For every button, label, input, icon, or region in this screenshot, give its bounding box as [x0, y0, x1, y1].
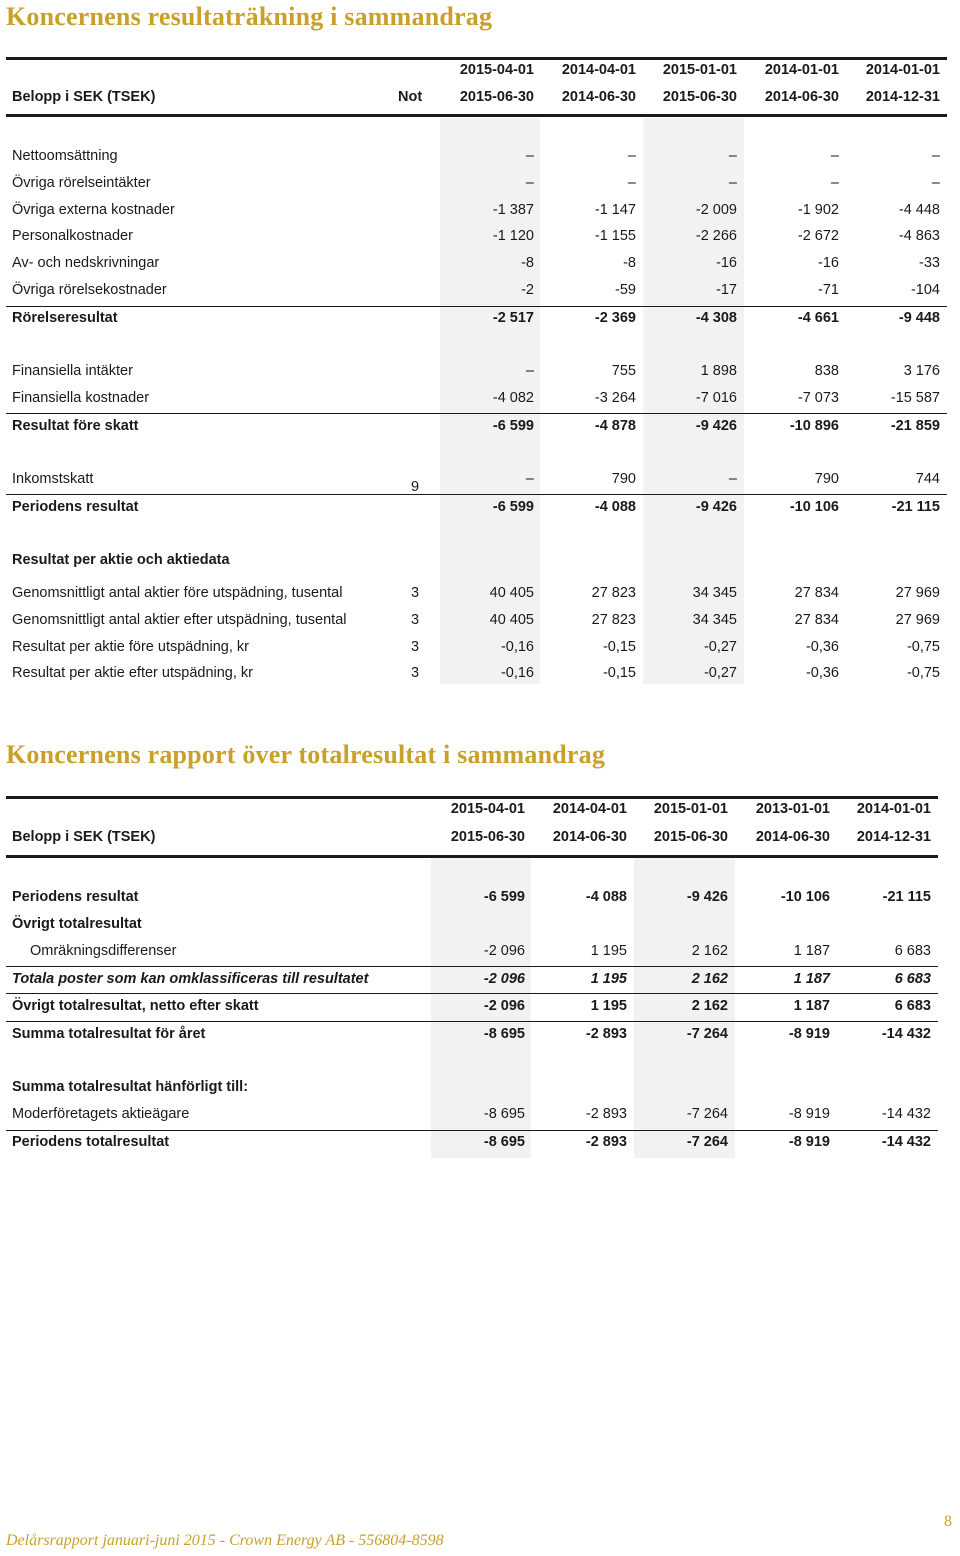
cell-value: -2 672 — [797, 228, 839, 244]
table-row — [0, 938, 960, 965]
cell-value: – — [525, 363, 534, 379]
cell-value: 838 — [814, 363, 839, 379]
cell-value: -21 859 — [890, 418, 940, 434]
row-label: Nettoomsättning — [12, 148, 118, 164]
cell-value: -0,36 — [805, 639, 839, 655]
row-label: Personalkostnader — [12, 228, 133, 244]
cell-value: 1 195 — [590, 971, 627, 987]
table-row — [0, 1101, 960, 1128]
cell-value: – — [525, 175, 534, 191]
cell-value: -17 — [716, 282, 737, 298]
cell-value: -1 120 — [492, 228, 534, 244]
section-subheading — [0, 1074, 960, 1101]
cell-value: – — [525, 471, 534, 487]
row-label: Omräkningsdifferenser — [30, 943, 177, 959]
table-row — [0, 223, 960, 250]
cell-value: -4 878 — [594, 418, 636, 434]
table-row — [0, 634, 960, 661]
comprehensive-income-title: Koncernens rapport över totalresultat i sammandrag — [6, 740, 606, 769]
period-to: 2015-06-30 — [450, 829, 525, 845]
cell-value: 3 176 — [903, 363, 940, 379]
cell-value: 2 162 — [691, 943, 728, 959]
cell-value: -104 — [910, 282, 940, 298]
cell-value: -0,16 — [500, 639, 534, 655]
header-bottom-rule — [6, 114, 947, 117]
cell-value: 27 834 — [794, 585, 839, 601]
cell-value: -16 — [716, 255, 737, 271]
cell-value: -2 893 — [585, 1134, 627, 1150]
cell-value: -4 863 — [898, 228, 940, 244]
table-row — [0, 966, 960, 993]
cell-value: 6 683 — [894, 971, 931, 987]
cell-value: -8 — [521, 255, 534, 271]
row-label: Summa totalresultat hänförligt till: — [12, 1079, 249, 1095]
table-row — [0, 358, 960, 385]
cell-value: -9 448 — [898, 310, 940, 326]
cell-value: -2 266 — [695, 228, 737, 244]
cell-value: -4 088 — [585, 889, 627, 905]
cell-value: -59 — [615, 282, 636, 298]
cell-value: -7 264 — [686, 1106, 728, 1122]
cell-value: 1 187 — [793, 998, 830, 1014]
table-row — [0, 494, 960, 521]
note-column-header: Not — [398, 89, 423, 105]
period-to: 2014-06-30 — [764, 89, 839, 105]
cell-value: -2 096 — [483, 998, 525, 1014]
cell-value: – — [931, 175, 940, 191]
table-row — [0, 993, 960, 1020]
row-label: Resultat per aktie och aktiedata — [12, 552, 230, 568]
table-row — [0, 305, 960, 332]
row-label: Övriga externa kostnader — [12, 202, 175, 218]
row-label: Övriga rörelseintäkter — [12, 175, 151, 191]
cell-value: 34 345 — [692, 585, 737, 601]
cell-value: -2 009 — [695, 202, 737, 218]
section-subheading — [0, 911, 960, 938]
cell-value: 40 405 — [489, 612, 534, 628]
cell-value: – — [728, 148, 737, 164]
row-label: Periodens totalresultat — [12, 1134, 170, 1150]
cell-value: -1 902 — [797, 202, 839, 218]
cell-value: -0,27 — [703, 665, 737, 681]
cell-value: – — [728, 471, 737, 487]
cell-value: -4 082 — [492, 390, 534, 406]
cell-value: -7 073 — [797, 390, 839, 406]
cell-value: 27 969 — [895, 585, 940, 601]
row-label: Genomsnittligt antal aktier efter utspädning, tusental — [12, 612, 347, 628]
cell-value: -8 919 — [788, 1106, 830, 1122]
cell-value: 790 — [611, 471, 636, 487]
income-statement-title: Koncernens resultaträkning i sammandrag — [6, 2, 493, 31]
cell-value: -7 264 — [686, 1026, 728, 1042]
cell-value: -2 096 — [483, 971, 525, 987]
cell-value: 1 195 — [590, 998, 627, 1014]
page-number: 8 — [944, 1513, 952, 1530]
cell-value: -4 308 — [695, 310, 737, 326]
cell-value: -0,27 — [703, 639, 737, 655]
cell-value: – — [627, 148, 636, 164]
cell-value: 744 — [915, 471, 940, 487]
row-label: Övrigt totalresultat, netto efter skatt — [12, 998, 259, 1014]
period-from: 2015-04-01 — [450, 801, 525, 817]
cell-value: -7 264 — [686, 1134, 728, 1150]
table-row — [0, 884, 960, 911]
row-label: Inkomstskatt — [12, 471, 94, 487]
cell-value: -3 264 — [594, 390, 636, 406]
cell-value: -9 426 — [695, 499, 737, 515]
note-reference: 3 — [410, 612, 420, 628]
table-row — [0, 385, 960, 412]
cell-value: -2 — [521, 282, 534, 298]
note-reference: 9 — [410, 479, 420, 495]
table-row — [0, 250, 960, 277]
cell-value: -4 661 — [797, 310, 839, 326]
cell-value: -1 155 — [594, 228, 636, 244]
cell-value: -8 695 — [483, 1026, 525, 1042]
cell-value: -0,75 — [906, 639, 940, 655]
cell-value: -8 695 — [483, 1134, 525, 1150]
cell-value: -10 106 — [789, 499, 839, 515]
cell-value: -9 426 — [695, 418, 737, 434]
document-footer: Delårsrapport januari-juni 2015 - Crown Energy AB - 556804-8598 — [6, 1532, 444, 1549]
period-from: 2014-01-01 — [764, 62, 839, 78]
row-label: Rörelseresultat — [12, 310, 118, 326]
cell-value: 27 969 — [895, 612, 940, 628]
cell-value: -0,15 — [602, 665, 636, 681]
cell-value: -0,15 — [602, 639, 636, 655]
cell-value: -16 — [818, 255, 839, 271]
period-from: 2014-01-01 — [856, 801, 931, 817]
period-to: 2014-06-30 — [552, 829, 627, 845]
row-label: Resultat per aktie efter utspädning, kr — [12, 665, 253, 681]
cell-value: -4 088 — [594, 499, 636, 515]
cell-value: -0,36 — [805, 665, 839, 681]
row-label: Finansiella intäkter — [12, 363, 133, 379]
table-row — [0, 660, 960, 687]
cell-value: -2 893 — [585, 1026, 627, 1042]
cell-value: 1 898 — [700, 363, 737, 379]
cell-value: -8 695 — [483, 1106, 525, 1122]
table-row — [0, 580, 960, 607]
cell-value: -33 — [919, 255, 940, 271]
period-from: 2013-01-01 — [755, 801, 830, 817]
table-row — [0, 607, 960, 634]
period-to: 2015-06-30 — [653, 829, 728, 845]
period-to: 2014-06-30 — [561, 89, 636, 105]
cell-value: -6 599 — [492, 499, 534, 515]
cell-value: -8 919 — [788, 1134, 830, 1150]
cell-value: -14 432 — [881, 1106, 931, 1122]
section-subheading — [0, 547, 960, 574]
cell-value: -14 432 — [881, 1026, 931, 1042]
cell-value: 755 — [611, 363, 636, 379]
period-to: 2014-12-31 — [856, 829, 931, 845]
cell-value: – — [728, 175, 737, 191]
cell-value: – — [830, 148, 839, 164]
cell-value: 6 683 — [894, 943, 931, 959]
cell-value: -14 432 — [881, 1134, 931, 1150]
row-label: Övrigt totalresultat — [12, 916, 142, 932]
table-row — [0, 197, 960, 224]
table-row — [0, 466, 960, 493]
cell-value: – — [830, 175, 839, 191]
row-label: Periodens resultat — [12, 499, 139, 515]
cell-value: -2 517 — [492, 310, 534, 326]
period-from: 2015-01-01 — [662, 62, 737, 78]
row-label: Moderföretagets aktieägare — [12, 1106, 190, 1122]
cell-value: -0,16 — [500, 665, 534, 681]
cell-value: -71 — [818, 282, 839, 298]
row-label: Övriga rörelsekostnader — [12, 282, 167, 298]
table-row — [0, 413, 960, 440]
table-row — [0, 1129, 960, 1156]
cell-value: 1 195 — [590, 943, 627, 959]
cell-value: 27 834 — [794, 612, 839, 628]
cell-value: 40 405 — [489, 585, 534, 601]
cell-value: -8 — [623, 255, 636, 271]
row-label: Genomsnittligt antal aktier före utspädning, tusental — [12, 585, 343, 601]
period-to: 2014-12-31 — [865, 89, 940, 105]
table-row — [0, 277, 960, 304]
period-from: 2014-01-01 — [865, 62, 940, 78]
row-label: Summa totalresultat för året — [12, 1026, 206, 1042]
row-label: Resultat före skatt — [12, 418, 139, 434]
cell-value: 790 — [814, 471, 839, 487]
row-label: Periodens resultat — [12, 889, 139, 905]
cell-value: -2 369 — [594, 310, 636, 326]
amount-unit-label: Belopp i SEK (TSEK) — [12, 829, 156, 845]
cell-value: 34 345 — [692, 612, 737, 628]
cell-value: – — [627, 175, 636, 191]
cell-value: 2 162 — [691, 971, 728, 987]
cell-value: -21 115 — [882, 889, 931, 905]
cell-value: -4 448 — [898, 202, 940, 218]
note-reference: 3 — [410, 665, 420, 681]
cell-value: -6 599 — [483, 889, 525, 905]
note-reference: 3 — [410, 639, 420, 655]
cell-value: -2 096 — [483, 943, 525, 959]
table-row — [0, 1021, 960, 1048]
table-row — [0, 170, 960, 197]
cell-value: 27 823 — [591, 585, 636, 601]
cell-value: -10 896 — [789, 418, 839, 434]
cell-value: -21 115 — [891, 499, 940, 515]
cell-value: -0,75 — [906, 665, 940, 681]
amount-unit-label: Belopp i SEK (TSEK) — [12, 89, 156, 105]
cell-value: -6 599 — [492, 418, 534, 434]
period-to: 2015-06-30 — [459, 89, 534, 105]
cell-value: -9 426 — [686, 889, 728, 905]
period-from: 2015-01-01 — [653, 801, 728, 817]
cell-value: -7 016 — [695, 390, 737, 406]
cell-value: -15 587 — [890, 390, 940, 406]
period-from: 2014-04-01 — [552, 801, 627, 817]
header-bottom-rule — [6, 855, 938, 858]
cell-value: 1 187 — [793, 971, 830, 987]
note-reference: 3 — [410, 585, 420, 601]
period-to: 2014-06-30 — [755, 829, 830, 845]
period-from: 2015-04-01 — [459, 62, 534, 78]
row-label: Av- och nedskrivningar — [12, 255, 160, 271]
cell-value: 1 187 — [793, 943, 830, 959]
cell-value: – — [525, 148, 534, 164]
cell-value: 27 823 — [591, 612, 636, 628]
period-to: 2015-06-30 — [662, 89, 737, 105]
cell-value: – — [931, 148, 940, 164]
cell-value: 2 162 — [691, 998, 728, 1014]
cell-value: -10 106 — [780, 889, 830, 905]
cell-value: 6 683 — [894, 998, 931, 1014]
cell-value: -1 387 — [492, 202, 534, 218]
table-row — [0, 143, 960, 170]
cell-value: -2 893 — [585, 1106, 627, 1122]
cell-value: -8 919 — [788, 1026, 830, 1042]
row-label: Finansiella kostnader — [12, 390, 150, 406]
row-label: Resultat per aktie före utspädning, kr — [12, 639, 249, 655]
cell-value: -1 147 — [594, 202, 636, 218]
period-from: 2014-04-01 — [561, 62, 636, 78]
row-label: Totala poster som kan omklassificeras till resultatet — [12, 971, 369, 987]
